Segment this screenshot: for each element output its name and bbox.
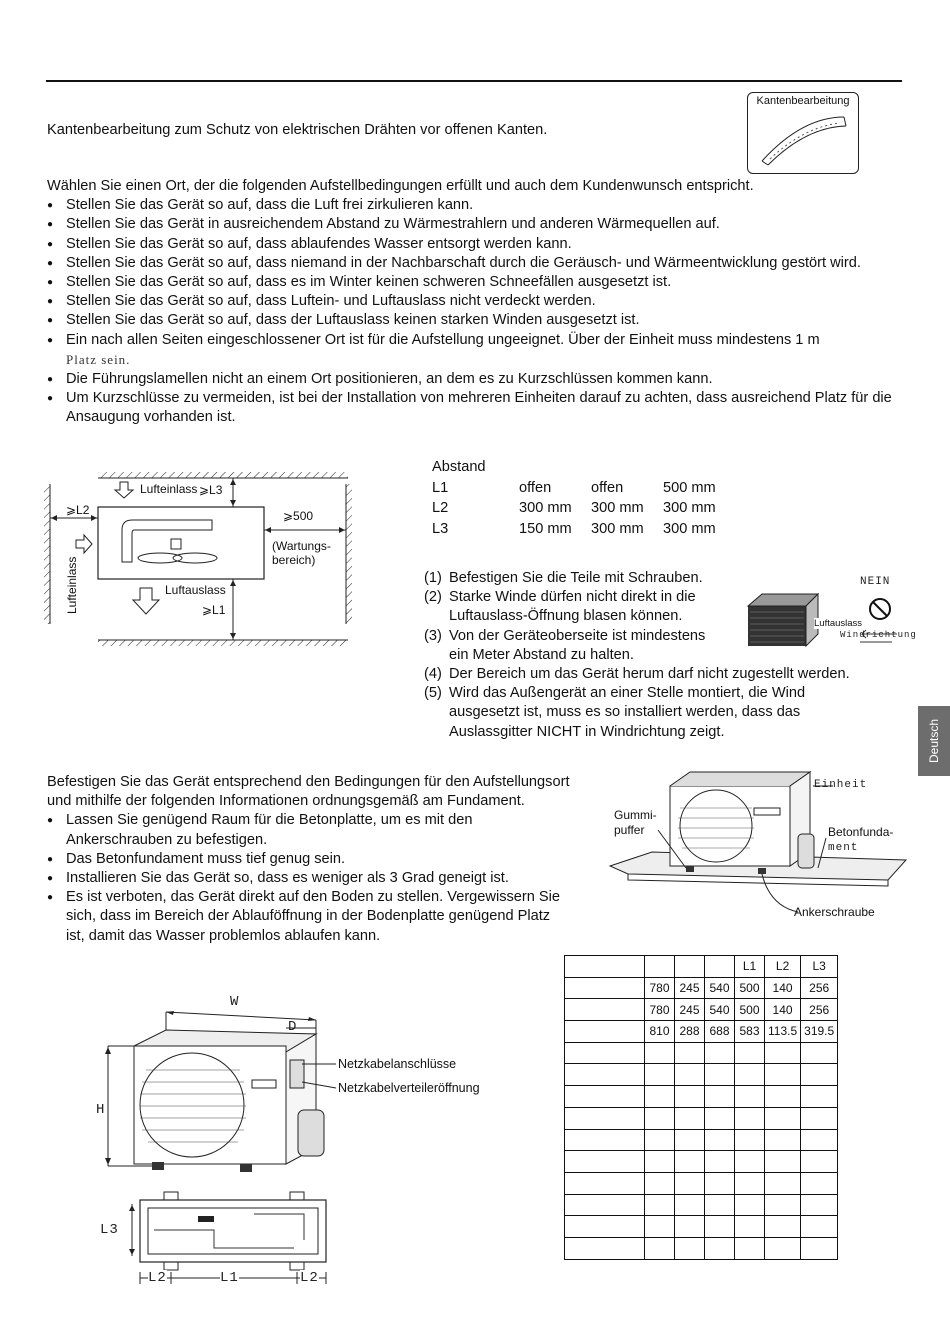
list-item [424,684,904,742]
edge-treatment-box [747,92,859,174]
table-cell [565,1107,645,1129]
table-row [565,1237,838,1259]
item-text-cont: Luftauslass-Öffnung blasen können. [449,608,683,625]
list-item [47,331,907,370]
table-cell: 810 [645,1021,675,1043]
abstand-header: Abstand [432,459,486,475]
table-row [565,1042,838,1064]
table-row [565,1172,838,1194]
item-text: Installieren Sie das Gerät so, dass es weniger als 3 Grad geneigt ist. [66,870,509,887]
table-cell [705,1086,735,1108]
l2-right-dim-label: L2 [300,1270,319,1286]
item-number: (2) [424,589,442,606]
table-cell [735,1129,765,1151]
d-label: D [288,1019,298,1035]
table-cell [705,1129,735,1151]
table-cell: 780 [645,999,675,1021]
table-cell [565,956,645,978]
list-item [47,811,617,849]
language-tab[interactable] [918,706,950,776]
table-cell [675,1107,705,1129]
clearance-diagram [40,462,370,657]
nein-label: NEIN [860,576,891,588]
row-label: L2 [432,500,449,517]
l3-dim-label: L3 [100,1222,119,1238]
table-cell: 540 [705,977,735,999]
value-cell: offen [519,479,552,496]
table-cell [645,956,675,978]
wartung-label: (Wartungs- bereich) [272,539,331,567]
table-cell [565,1021,645,1043]
table-cell [705,1216,735,1238]
table-row [565,1194,838,1216]
list-item: ● Stellen Sie das Gerät so auf, dass der Luftauslass keinen starken Winden ausgesetzt ist. [47,311,907,330]
table-cell [765,1107,801,1129]
table-cell [645,1194,675,1216]
table-cell [735,1042,765,1064]
abstand-row [432,498,752,519]
table-row [565,1086,838,1108]
list-item [47,850,617,869]
wind-drawing [742,572,902,652]
windrichtung-label: Windrichtung [840,630,917,640]
table-cell [765,1172,801,1194]
table-cell [565,977,645,999]
foundation-intro-1: Befestigen Sie das Gerät entsprechend den Bedingungen für den Aufstellungsort [47,774,570,790]
table-cell [705,1237,735,1259]
table-cell [735,1086,765,1108]
item-text: Befestigen Sie die Teile mit Schrauben. [449,570,703,586]
l3-label: ⩾L3 [199,483,223,497]
table-row [565,1216,838,1238]
table-cell [645,1172,675,1194]
luftauslass-label: Luftauslass [165,583,226,597]
site-bullets [47,196,907,427]
spec-table-body [565,977,838,1259]
table-cell [645,1216,675,1238]
item-text: Der Bereich um das Gerät herum darf nicht zugestellt werden. [449,666,850,683]
netzkabelverteileroeffnung-label: Netzkabelverteileröffnung [338,1081,480,1095]
table-cell: 319.5 [801,1021,838,1043]
table-cell [675,1216,705,1238]
table-row [565,1021,838,1043]
item-number: (4) [424,666,442,683]
value-cell: 300 mm [663,520,716,537]
table-cell [765,1129,801,1151]
edge-treatment-text: Kantenbearbeitung zum Schutz von elektrischen Drähten vor offenen Kanten. [47,122,548,138]
list-item [424,665,904,684]
table-cell [705,1107,735,1129]
abstand-table [432,457,752,539]
d500-label: ⩾500 [283,509,314,523]
item-text-cont: Ankerschrauben zu befestigen. [66,831,268,848]
table-cell: 245 [675,999,705,1021]
l1-dim-label: L1 [220,1270,239,1286]
table-cell [675,1086,705,1108]
table-cell [801,1237,838,1259]
list-item: ● Stellen Sie das Gerät in ausreichendem Abstand zu Wärmestrahlern und anderen Wärmequellen auf. [47,215,907,234]
language-tab-label: Deutsch [927,718,941,764]
table-cell [565,1237,645,1259]
table-cell [735,1216,765,1238]
list-item: ● Stellen Sie das Gerät so auf, dass niemand in der Nachbarschaft durch die Geräusch- und Wärmeentwicklung gestört wird. [47,254,907,273]
table-cell [765,1237,801,1259]
item-text: Starke Winde dürfen nicht direkt in die [449,589,696,606]
einheit-label: Einheit [814,779,868,791]
wind-figure [742,572,917,652]
table-cell [565,1064,645,1086]
ankerschraube-label: Ankerschraube [794,905,875,919]
table-cell [801,1042,838,1064]
table-cell [675,1194,705,1216]
table-cell [675,1237,705,1259]
table-cell: 288 [675,1021,705,1043]
value-cell: 300 mm [591,500,644,517]
table-cell: 245 [675,977,705,999]
table-cell [765,1086,801,1108]
table-cell [705,1194,735,1216]
table-cell [735,1172,765,1194]
table-cell: 140 [765,999,801,1021]
table-cell [801,1129,838,1151]
table-cell [645,1237,675,1259]
table-header-row [565,956,838,978]
table-cell [565,1086,645,1108]
spec-table [564,955,838,1260]
table-cell: 540 [705,999,735,1021]
table-row [565,977,838,999]
item-number: (3) [424,627,442,644]
row-label: L1 [432,479,449,496]
value-cell: 150 mm [519,520,572,537]
table-cell [705,956,735,978]
table-cell: L2 [765,956,801,978]
list-item: ● Die Führungslamellen nicht an einem Ort positionieren, an dem es zu Kurzschlüssen kommen kann. [47,370,907,389]
table-cell [801,1064,838,1086]
item-text: Das Betonfundament muss tief genug sein. [66,850,346,867]
gummipuffer-label-1: Gummi- [614,808,657,822]
edge-strip-illustration [748,109,856,169]
luftauslass-wind-label: Luftauslass [814,618,863,629]
table-row [565,1064,838,1086]
table-cell [675,1172,705,1194]
table-cell [565,1172,645,1194]
lufteinlass-top-label: Lufteinlass [140,482,198,496]
site-intro: Wählen Sie einen Ort, der die folgenden Aufstellbedingungen erfüllt und auch dem Kundenwunsch entspricht. [47,178,754,194]
table-cell [675,1151,705,1173]
table-cell: 583 [735,1021,765,1043]
item-text: Es ist verboten, das Gerät direkt auf den Boden zu stellen. Vergewissern Sie [66,889,561,906]
table-row [565,999,838,1021]
table-cell: 500 [735,977,765,999]
table-cell: 256 [801,977,838,999]
table-cell [765,1194,801,1216]
table-cell [765,1064,801,1086]
table-cell [675,1129,705,1151]
row-label: L3 [432,520,449,537]
table-cell [565,1151,645,1173]
table-cell [765,1151,801,1173]
list-item: ● Stellen Sie das Gerät so auf, dass Luftein- und Luftauslass nicht verdeckt werden. [47,292,907,311]
table-cell [765,1216,801,1238]
table-cell [735,1107,765,1129]
l1-label: ⩾L1 [202,603,226,617]
item-number: (5) [424,685,442,702]
foundation-figure [608,768,908,920]
item-text-cont: sich, dass im Bereich der Ablauföffnung in der Bodenplatte genügend Platz [66,908,551,925]
table-cell: 256 [801,999,838,1021]
list-item: ● Stellen Sie das Gerät so auf, dass es im Winter keinen schweren Schneefällen ausgesetzt ist. [47,273,907,292]
foundation-intro-2: und mithilfe der folgenden Informationen ordnungsgemäß am Fundament. [47,793,525,810]
h-label: H [96,1102,106,1118]
netzkabelanschluesse-label: Netzkabelanschlüsse [338,1057,457,1071]
table-cell [735,1237,765,1259]
table-row [565,1107,838,1129]
list-item: ● Stellen Sie das Gerät so auf, dass die Luft frei zirkulieren kann. [47,196,907,215]
item-text: Von der Geräteoberseite ist mindestens [449,627,706,644]
list-item: ● Stellen Sie das Gerät so auf, dass ablaufendes Wasser entsorgt werden kann. [47,235,907,254]
table-cell [675,1064,705,1086]
table-cell [735,1064,765,1086]
table-cell [801,1216,838,1238]
table-cell [801,1107,838,1129]
enclosed-text-cont: Platz sein. [66,351,131,367]
edge-treatment-label: Kantenbearbeitung [756,95,850,107]
value-cell: 500 mm [663,479,716,496]
table-row [565,1151,838,1173]
item-text-cont: ein Meter Abstand zu halten. [449,646,634,663]
item-number: (1) [424,570,442,586]
table-cell [565,1216,645,1238]
site-section [47,177,907,428]
table-cell [675,1042,705,1064]
table-cell [801,1151,838,1173]
item-text-cont: ist, damit das Wasser problemlos ablaufen kann. [66,927,381,944]
top-rule [46,80,902,82]
table-cell [675,956,705,978]
foundation-section [47,773,617,946]
table-cell [565,999,645,1021]
table-cell [645,1107,675,1129]
item-text-cont: ausgesetzt ist, muss es so installiert werden, dass das [449,704,801,721]
value-cell: 300 mm [591,520,644,537]
table-cell [705,1064,735,1086]
table-cell [801,1194,838,1216]
enclosed-text: Ein nach allen Seiten eingeschlossener Ort ist für die Aufstellung ungeeignet. Über der Einheit muss mindestens 1 m [66,331,820,348]
list-item [47,869,617,888]
table-cell: 113.5 [765,1021,801,1043]
table-cell: 500 [735,999,765,1021]
table-row [565,1129,838,1151]
table-cell [765,1042,801,1064]
list-item: ● Um Kurzschlüsse zu vermeiden, ist bei der Installation von mehreren Einheiten darauf zu achten, dass ausreichend Platz für die Ansaugung vorhanden ist. [47,389,896,427]
table-cell [645,1064,675,1086]
table-cell [565,1194,645,1216]
item-text-cont: Auslassgitter NICHT in Windrichtung zeigt. [449,723,725,740]
lufteinlass-side-label: Lufteinlass [65,556,79,614]
value-cell: 300 mm [519,500,572,517]
gummipuffer-label-2: puffer [614,823,645,837]
foundation-bullets [47,811,617,945]
table-cell [645,1042,675,1064]
l2-label: ⩾L2 [66,503,90,517]
table-cell: 688 [705,1021,735,1043]
table-cell [705,1172,735,1194]
l2-left-dim-label: L2 [148,1270,167,1286]
table-cell [565,1042,645,1064]
table-cell: 140 [765,977,801,999]
dimension-figure [94,990,494,1290]
table-cell [801,1086,838,1108]
item-text: Lassen Sie genügend Raum für die Betonplatte, um es mit den [66,812,473,829]
abstand-row [432,519,752,540]
list-item [47,888,617,946]
table-cell [645,1151,675,1173]
table-cell [735,1194,765,1216]
table-cell: L1 [735,956,765,978]
table-cell [705,1151,735,1173]
dimension-drawing [94,990,494,1290]
betonfundament-label-2: ment [828,842,859,854]
abstand-row [432,478,752,499]
table-cell: 780 [645,977,675,999]
table-cell [735,1151,765,1173]
item-text: Wird das Außengerät an einer Stelle montiert, die Wind [449,685,806,702]
table-cell: L3 [801,956,838,978]
table-cell [645,1086,675,1108]
table-cell [801,1172,838,1194]
w-label: W [230,994,240,1010]
table-cell [705,1042,735,1064]
table-cell [645,1129,675,1151]
value-cell: offen [591,479,624,496]
value-cell: 300 mm [663,500,716,517]
betonfundament-label-1: Betonfunda- [828,825,894,839]
table-cell [565,1129,645,1151]
